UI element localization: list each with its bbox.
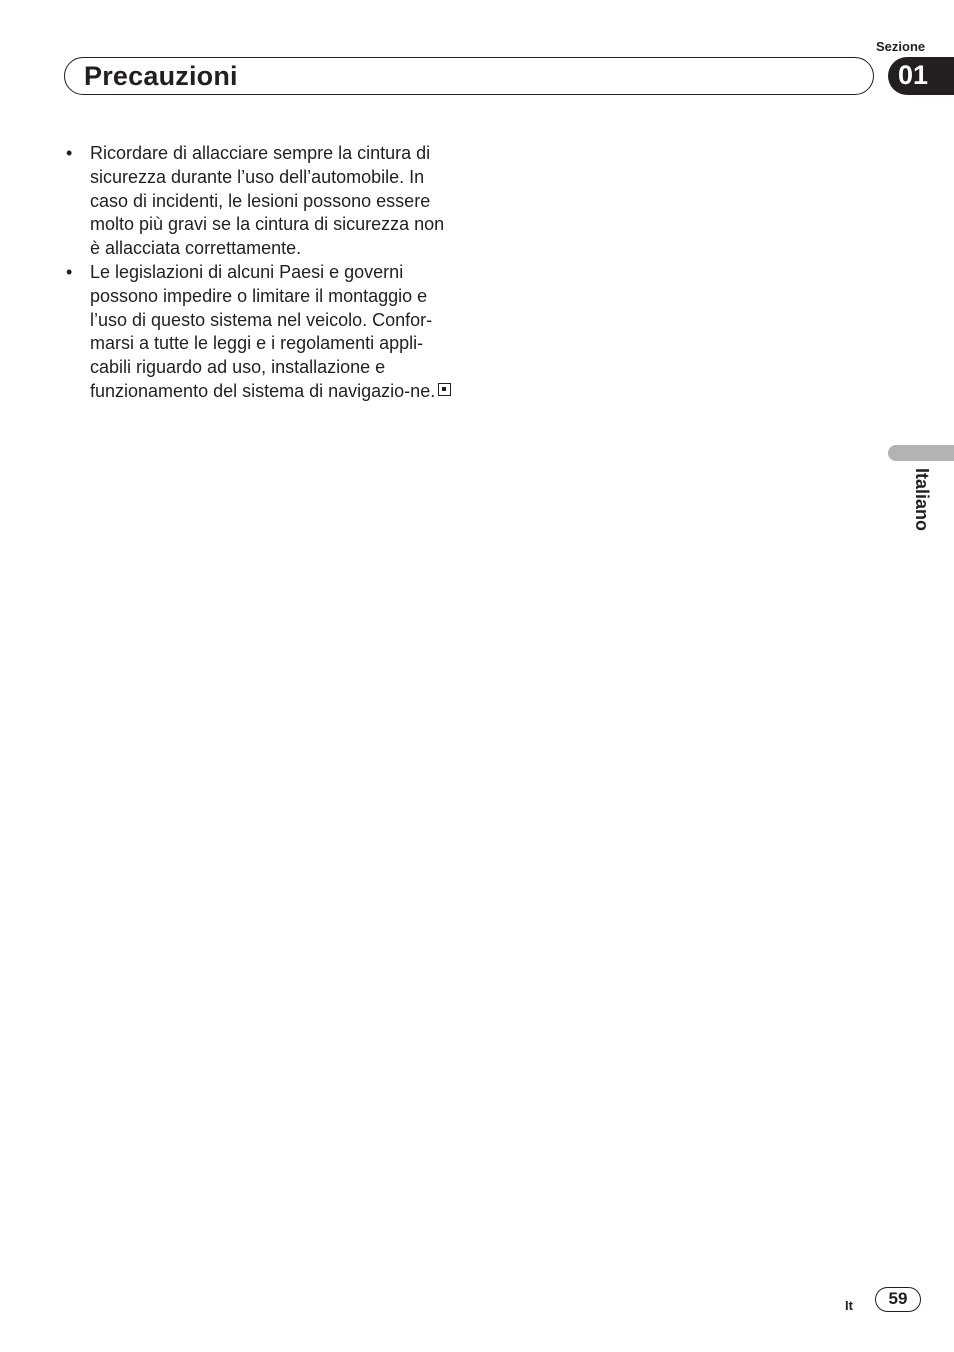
end-of-section-square-icon	[438, 383, 451, 396]
page-number: 59	[875, 1287, 921, 1312]
footer-language-code: It	[845, 1298, 853, 1313]
language-label: Italiano	[912, 468, 932, 532]
bullet-dot: •	[66, 143, 73, 163]
section-number: 01	[898, 60, 929, 90]
list-item	[64, 142, 456, 261]
section-number-tab	[888, 57, 954, 95]
list-item	[64, 261, 456, 404]
title-bar	[64, 57, 874, 95]
main-content	[64, 142, 456, 404]
bullet-list	[64, 142, 456, 404]
section-label: Sezione	[876, 39, 926, 54]
bullet-text: Ricordare di allacciare sempre la cintura di sicurezza durante l’uso dell’automobile. In caso di incidenti, le lesioni possono essere molto più gravi se la cintura di sicurezza non è allacciata correttamente.	[90, 143, 445, 259]
bullet-dot: •	[66, 261, 73, 282]
language-tab	[888, 445, 954, 461]
page-title: Precauzioni	[84, 61, 238, 91]
bullet-text: Le legislazioni di alcuni Paesi e governi possono impedire o limitare il montaggio e l’uso di questo sistema nel veicolo. Confor-marsi a tutte le leggi e i regolamenti appli-cabili riguardo ad uso, installazione e funzionamento del sistema di navigazio-ne.	[90, 261, 436, 401]
